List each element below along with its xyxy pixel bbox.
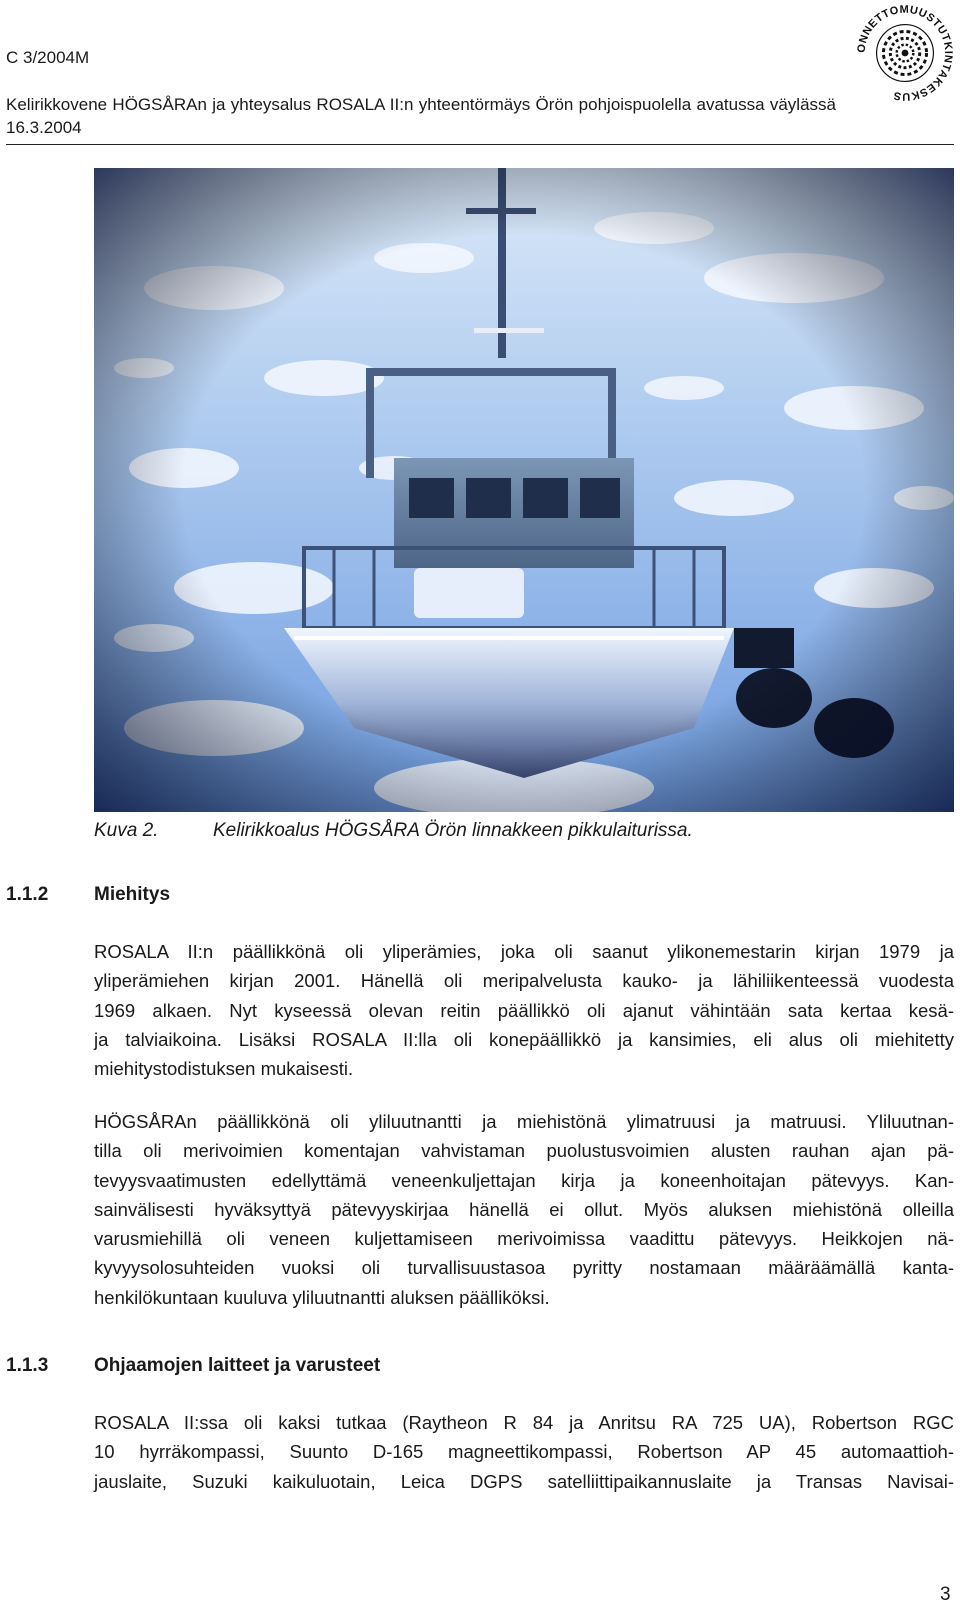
text-line: tevyysvaatimusten edellyttämä veneenkuljettajan kirja ja koneenhoitajan pätevyys. Kan- <box>94 1169 954 1191</box>
text-line: ja talviaikoina. Lisäksi ROSALA II:lla oli konepäällikkö ja kansimies, eli alus oli miehitetty <box>94 1028 954 1050</box>
text-line: yliperämiehen kirjan 2001. Hänellä oli meripalvelusta kauko- ja lähiliikenteessä vuodesta <box>94 970 954 992</box>
text-line: miehitystodistuksen mukaisesti. <box>94 1058 354 1080</box>
section-number: 1.1.2 <box>6 884 49 905</box>
text-line: jauslaite, Suzuki kaikuluotain, Leica DGPS satelliittipaikannuslaite ja Transas Navisai- <box>94 1470 954 1492</box>
figure-label: Kuva 2. <box>94 820 159 841</box>
header-divider <box>6 144 954 145</box>
page-number: 3 <box>940 1584 951 1605</box>
text-line: ROSALA II:n päällikkönä oli yliperämies, joka oli saanut ylikonemestarin kirjan 1979 ja <box>94 941 954 962</box>
figure-caption: Kelirikkoalus HÖGSÅRA Örön linnakkeen pikkulaiturissa. <box>213 820 693 841</box>
text-line: sainvälisesti hyväksyttyä pätevyyskirjaa hänellä ei ollut. Myös aluksen miehistönä olleilla <box>94 1198 954 1220</box>
section-title: Miehitys <box>94 884 171 905</box>
section-number: 1.1.3 <box>6 1355 49 1376</box>
logo-ring-text: ONNETTOMUUSTUTKINTAKESKUS <box>856 4 954 102</box>
agency-logo <box>856 4 954 102</box>
text-line: henkilökuntaan kuuluva yliluutnantti aluksen päälliköksi. <box>94 1286 550 1308</box>
text-line: tilla oli merivoimien komentajan vahvistaman puolustusvoimien alusten rauhan ajan pä- <box>94 1140 954 1162</box>
text-line: varusmiehillä oli veneen kuljettamiseen merivoimissa vaadittu pätevyys. Heikkojen nä- <box>94 1228 954 1250</box>
text-line: 10 hyrräkompassi, Suunto D-165 magneettikompassi, Robertson AP 45 automaattioh- <box>94 1441 954 1463</box>
text-line: ROSALA II:ssa oli kaksi tutkaa (Raytheon R 84 ja Anritsu RA 725 UA), Robertson RGC <box>94 1412 954 1433</box>
text-line: kyvyysolosuhteiden vuoksi oli turvallisuustasoa pyritty nostamaan määräämällä kanta- <box>94 1257 954 1279</box>
vessel-photo <box>94 168 954 812</box>
paragraph-crew-hogsara <box>94 1107 954 1312</box>
text-line: 1969 alkaen. Nyt kyseessä olevan reitin päällikkö oli ajanut vähintään sata kertaa kesä- <box>94 999 954 1021</box>
paragraph-bridge-equipment <box>94 1408 954 1496</box>
report-title: Kelirikkovene HÖGSÅRAn ja yhteysalus ROSALA II:n yhteentörmäys Örön pohjoispuolella avatussa väylässä 16.3.2004 <box>6 95 836 137</box>
section-title: Ohjaamojen laitteet ja varusteet <box>94 1355 381 1376</box>
report-code: C 3/2004M <box>6 48 90 67</box>
text-line: HÖGSÅRAn päällikkönä oli yliluutnantti ja miehistönä ylimatruusi ja matruusi. Yliluutnan- <box>94 1111 954 1132</box>
paragraph-crew-rosala <box>94 937 954 1083</box>
